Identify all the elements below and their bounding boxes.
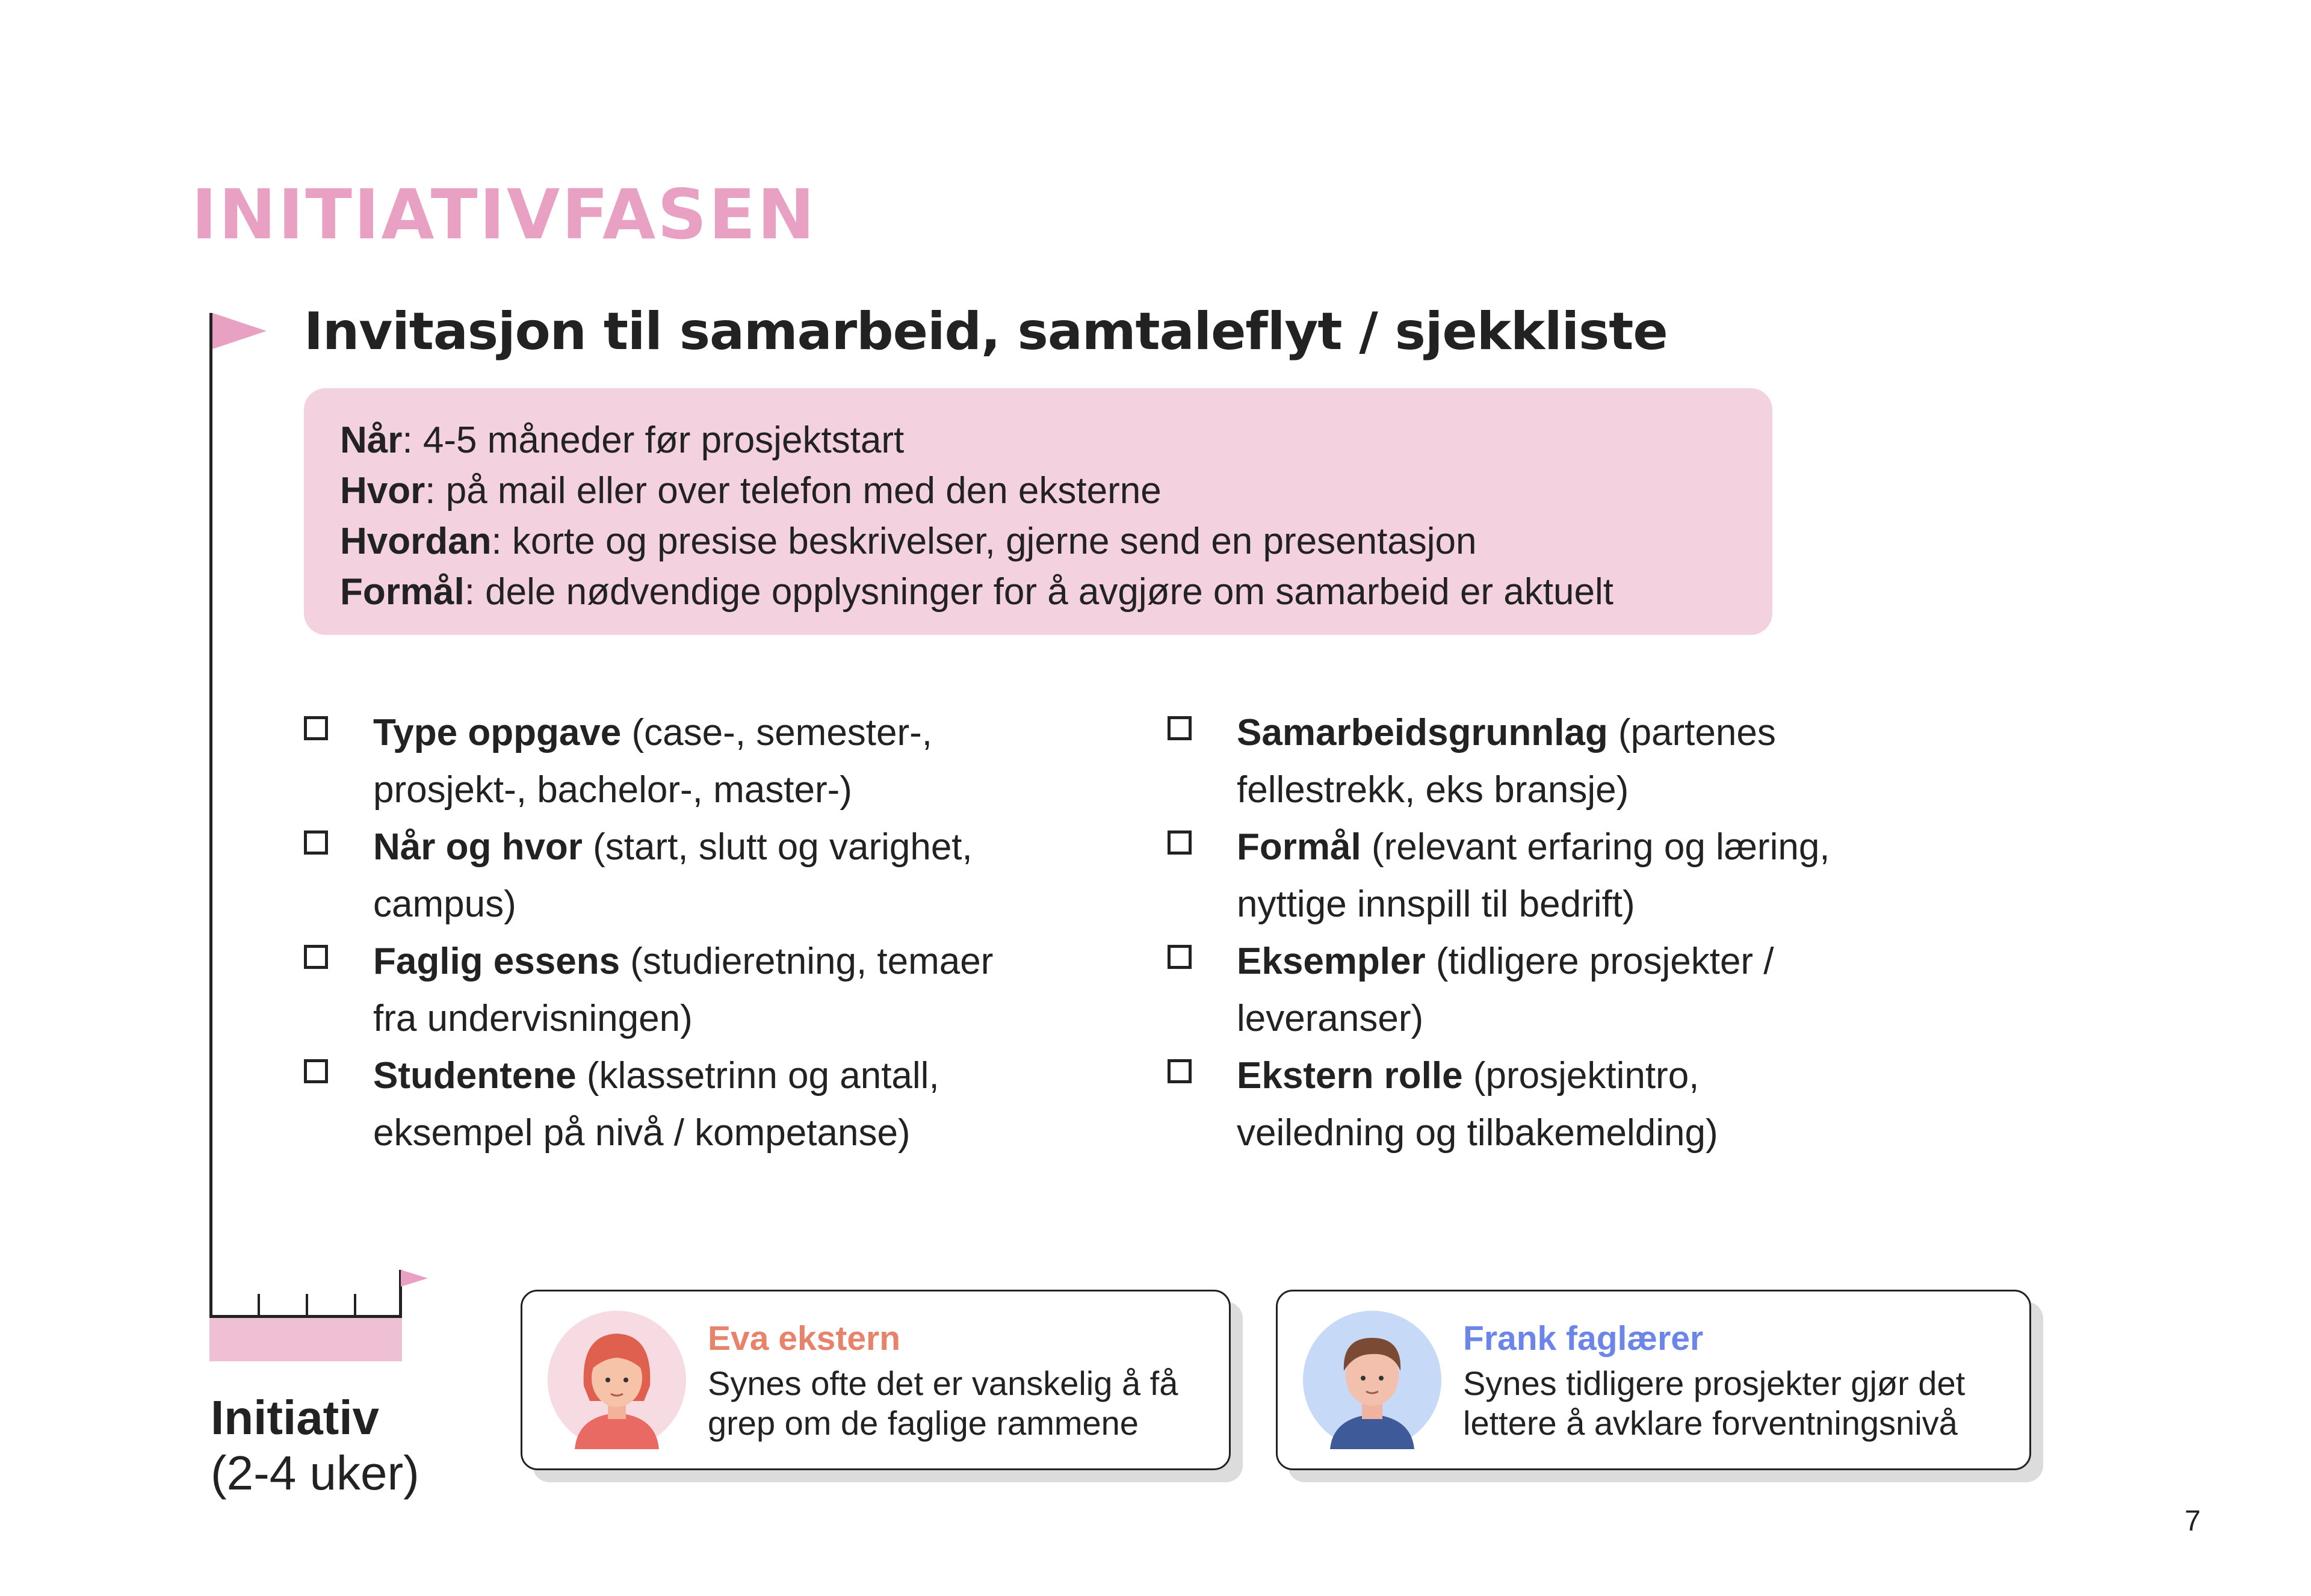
- checklist-item: Type oppgave (case-, semester-, prosjekt-, bachelor-, master-): [304, 704, 1146, 818]
- info-box: [304, 388, 1772, 635]
- checkbox[interactable]: [304, 1059, 328, 1083]
- subtitle: Invitasjon til samarbeid, samtaleflyt / sjekkliste: [304, 302, 1668, 362]
- timeline-tick: [258, 1294, 260, 1317]
- checkbox[interactable]: [1168, 945, 1192, 969]
- persona-name: Frank faglærer: [1463, 1319, 1704, 1358]
- info-where: Hvor: på mail eller over telefon med den eksterne: [340, 470, 1162, 512]
- checklist-left: [304, 704, 1146, 1161]
- checkbox[interactable]: [304, 830, 328, 855]
- checkbox[interactable]: [1168, 716, 1192, 740]
- info-purpose: Formål: dele nødvendige opplysninger for å avgjøre om samarbeid er aktuelt: [340, 571, 1613, 613]
- info-how: Hvordan: korte og presise beskrivelser, gjerne send en presentasjon: [340, 521, 1477, 562]
- persona-card-frank: [1276, 1290, 2031, 1470]
- phase-title: INITIATIVFASEN: [191, 175, 817, 255]
- persona-name: Eva ekstern: [708, 1319, 901, 1358]
- avatar-eva-icon: [548, 1311, 686, 1449]
- checklist-item: Eksempler (tidligere prosjekter / leveranser): [1168, 933, 2010, 1047]
- checklist-item: Formål (relevant erfaring og læring, nyttige innspill til bedrift): [1168, 818, 2010, 933]
- checklist-right: [1168, 704, 2010, 1161]
- info-when: Når: 4-5 måneder før prosjektstart: [340, 419, 905, 461]
- checkbox[interactable]: [304, 716, 328, 740]
- small-flag-icon: [401, 1270, 431, 1288]
- phase-duration: (2-4 uker): [211, 1446, 419, 1500]
- checkbox[interactable]: [1168, 830, 1192, 855]
- persona-quote: Synes tidligere prosjekter gjør det lettere å avklare forventningsnivå: [1463, 1364, 1966, 1442]
- timeline-tick: [354, 1294, 356, 1317]
- checklist-item: Ekstern rolle (prosjektintro, veiledning og tilbakemelding): [1168, 1047, 2010, 1161]
- phase-name: Initiativ: [211, 1391, 380, 1444]
- checklist-item: Når og hvor (start, slutt og varighet, campus): [304, 818, 1146, 933]
- checklist-item: Faglig essens (studieretning, temaer fra undervisningen): [304, 933, 1146, 1047]
- checkbox[interactable]: [1168, 1059, 1192, 1083]
- timeline-axis: [209, 313, 212, 1318]
- phase-bar: [209, 1318, 402, 1361]
- timeline-tick: [306, 1294, 308, 1317]
- checkbox[interactable]: [304, 945, 328, 969]
- persona-quote: Synes ofte det er vanskelig å få grep om de faglige rammene: [708, 1364, 1178, 1442]
- avatar-frank-icon: [1303, 1311, 1441, 1449]
- phase-label: [211, 1390, 419, 1501]
- persona-card-eva: [521, 1290, 1231, 1470]
- checklist-item: Studentene (klassetrinn og antall, eksempel på nivå / kompetanse): [304, 1047, 1146, 1161]
- page-number: 7: [2185, 1505, 2201, 1537]
- flag-icon: [209, 313, 270, 349]
- checklist-item: Samarbeidsgrunnlag (partenes fellestrekk, eks bransje): [1168, 704, 2010, 818]
